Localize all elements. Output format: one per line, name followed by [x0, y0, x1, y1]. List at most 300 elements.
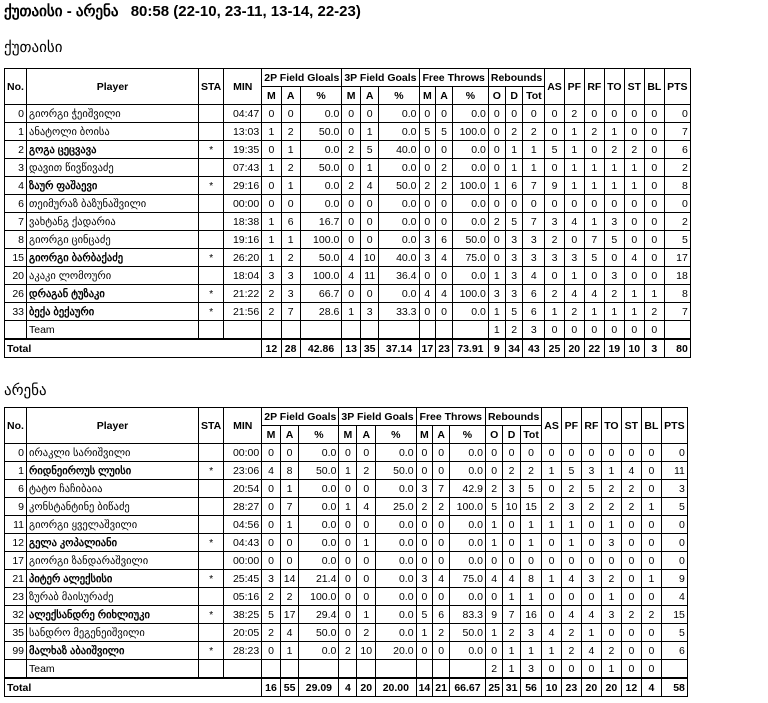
total-row	[5, 339, 691, 358]
stat-rf: 2	[581, 498, 601, 516]
stat-bl: 0	[644, 159, 664, 177]
col-header-st: ST	[624, 69, 644, 105]
stat-p2: 0.0	[300, 105, 342, 123]
minutes: 20:05	[224, 624, 262, 642]
stat-a2: 1	[281, 231, 300, 249]
stat-d: 0	[503, 534, 520, 552]
col-header-no: No.	[5, 69, 27, 105]
stat-m3: 0	[342, 195, 361, 213]
stat-a2: 1	[280, 516, 299, 534]
col-header-player: Player	[27, 69, 199, 105]
stat-bl: 0	[644, 231, 664, 249]
stat-o: 5	[485, 498, 502, 516]
player-row	[5, 588, 688, 606]
player-number: 26	[5, 285, 27, 303]
player-row	[5, 159, 691, 177]
stat-p2: 50.0	[300, 249, 342, 267]
stat-tot: 5	[520, 480, 542, 498]
starter-mark	[199, 267, 224, 285]
stat-as: 2	[545, 231, 565, 249]
starter-mark	[199, 516, 224, 534]
team-row-empty	[376, 660, 416, 679]
team-stat-bl: 0	[644, 321, 664, 340]
stat-a3: 0	[357, 552, 376, 570]
stat-pf_pct: 0.0	[449, 588, 485, 606]
stat-m2: 5	[262, 606, 281, 624]
stat-d: 1	[503, 642, 520, 660]
stat-o: 0	[488, 105, 505, 123]
stat-m2: 2	[262, 285, 281, 303]
stat-st: 0	[621, 642, 641, 660]
stat-st: 0	[621, 570, 641, 588]
player-name: სანდრო მეგენეიშვილი	[27, 624, 199, 642]
stat-o: 1	[488, 267, 505, 285]
stat-bl: 2	[644, 303, 664, 321]
stat-rf: 1	[581, 624, 601, 642]
stat-mf: 0	[416, 462, 433, 480]
stat-p2: 0.0	[299, 534, 339, 552]
stat-st: 0	[624, 213, 644, 231]
stat-as: 0	[545, 267, 565, 285]
stat-st: 0	[621, 624, 641, 642]
team-stat-tot: 3	[520, 660, 542, 679]
stat-d: 0	[503, 552, 520, 570]
stat-pf: 4	[561, 570, 581, 588]
stat-pf: 0	[561, 588, 581, 606]
minutes: 04:43	[224, 534, 262, 552]
stat-a2: 1	[281, 177, 300, 195]
minutes: 05:16	[224, 588, 262, 606]
stat-p3: 50.0	[376, 462, 416, 480]
player-number: 0	[5, 105, 27, 123]
stat-p3: 0.0	[376, 552, 416, 570]
team-row-empty	[262, 660, 281, 679]
stat-to: 0	[604, 249, 624, 267]
stat-m3: 0	[342, 159, 361, 177]
total-m3: 4	[339, 678, 357, 697]
stat-pf: 1	[561, 516, 581, 534]
starter-mark	[199, 231, 224, 249]
stat-o: 0	[488, 231, 505, 249]
starter-mark	[199, 105, 224, 123]
team-row-sta	[199, 660, 224, 679]
starter-mark: *	[199, 534, 224, 552]
team-stat-o: 1	[488, 321, 505, 340]
team-row-empty	[452, 321, 488, 340]
starter-mark: *	[199, 462, 224, 480]
stat-a3: 5	[360, 141, 379, 159]
team-row-empty	[342, 321, 361, 340]
team-stat-d: 2	[505, 321, 523, 340]
stat-a3: 3	[360, 303, 379, 321]
stat-af: 4	[436, 249, 453, 267]
player-name: ზაურ ფაშაევი	[27, 177, 199, 195]
col-header-reb: Rebounds	[488, 69, 544, 87]
stat-p3: 40.0	[379, 249, 419, 267]
minutes: 28:27	[224, 498, 262, 516]
player-number: 0	[5, 444, 27, 462]
stat-pts: 4	[661, 588, 687, 606]
total-p3: 37.14	[379, 339, 419, 358]
stat-pts: 0	[661, 516, 687, 534]
player-name: ანატოლი ბოისა	[27, 123, 199, 141]
stat-to: 3	[601, 534, 621, 552]
stat-rf: 1	[584, 213, 604, 231]
stat-bl: 0	[644, 123, 664, 141]
stat-to: 2	[601, 498, 621, 516]
stat-p3: 0.0	[376, 588, 416, 606]
player-row	[5, 498, 688, 516]
stat-as: 0	[542, 606, 562, 624]
stat-pf_pct: 50.0	[449, 624, 485, 642]
player-name: ტატო ჩაჩიბაია	[27, 480, 199, 498]
col-header-ft: Free Throws	[416, 408, 485, 426]
stat-d: 5	[505, 303, 523, 321]
total-a3: 35	[360, 339, 379, 358]
player-row	[5, 195, 691, 213]
stat-d: 0	[505, 195, 523, 213]
stat-bl: 0	[641, 642, 661, 660]
starter-mark	[199, 624, 224, 642]
stat-pf: 2	[561, 642, 581, 660]
team-row-empty	[379, 321, 419, 340]
final-score: 80:58	[130, 3, 170, 20]
player-number: 99	[5, 642, 27, 660]
stat-m2: 0	[262, 516, 281, 534]
minutes: 18:38	[224, 213, 262, 231]
col-header-pf: PF	[561, 408, 581, 444]
stat-p2: 50.0	[299, 624, 339, 642]
stat-pts: 0	[661, 444, 687, 462]
stat-p2: 100.0	[300, 267, 342, 285]
stat-af: 0	[433, 552, 450, 570]
stat-a3: 10	[357, 642, 376, 660]
minutes: 29:16	[224, 177, 262, 195]
player-row	[5, 552, 688, 570]
stat-mf: 0	[416, 444, 433, 462]
stat-af: 6	[436, 231, 453, 249]
minutes: 20:54	[224, 480, 262, 498]
stat-m2: 1	[262, 213, 281, 231]
team-row-empty	[280, 660, 299, 679]
col-header-pts: PTS	[661, 408, 687, 444]
stat-to: 5	[604, 231, 624, 249]
stat-to: 0	[601, 552, 621, 570]
stat-tot: 1	[520, 534, 542, 552]
col-subheader-m: M	[419, 87, 436, 105]
total-d: 31	[503, 678, 520, 697]
player-row	[5, 462, 688, 480]
stat-pf_pct: 0.0	[449, 462, 485, 480]
stat-pts: 6	[661, 642, 687, 660]
col-subheader-m: M	[262, 87, 281, 105]
stat-as: 1	[542, 642, 562, 660]
stat-st: 2	[621, 606, 641, 624]
stat-p2: 0.0	[300, 177, 342, 195]
player-number: 33	[5, 303, 27, 321]
stat-af: 0	[436, 303, 453, 321]
stat-m2: 1	[262, 249, 281, 267]
stat-a3: 0	[360, 105, 379, 123]
stat-st: 2	[621, 498, 641, 516]
stat-p3: 0.0	[376, 516, 416, 534]
stat-o: 2	[485, 480, 502, 498]
stat-pts: 5	[664, 231, 690, 249]
stat-rf: 5	[584, 249, 604, 267]
player-name: გიორგი ბარბაქაძე	[27, 249, 199, 267]
stat-mf: 5	[419, 123, 436, 141]
total-p3: 20.00	[376, 678, 416, 697]
stat-af: 4	[433, 570, 450, 588]
stat-m2: 0	[262, 480, 281, 498]
stat-tot: 1	[523, 159, 545, 177]
away-team-title: არენა	[75, 3, 119, 20]
minutes: 21:22	[224, 285, 262, 303]
stat-o: 1	[485, 624, 502, 642]
stat-a2: 0	[280, 444, 299, 462]
stat-p3: 40.0	[379, 141, 419, 159]
stat-m3: 1	[339, 462, 357, 480]
stat-af: 0	[436, 105, 453, 123]
stat-mf: 0	[416, 552, 433, 570]
stat-rf: 1	[584, 159, 604, 177]
stat-pf_pct: 0.0	[449, 444, 485, 462]
stat-pf_pct: 42.9	[449, 480, 485, 498]
stat-m2: 2	[262, 624, 281, 642]
stat-tot: 2	[523, 123, 545, 141]
stat-d: 5	[505, 213, 523, 231]
stat-as: 0	[542, 552, 562, 570]
starter-mark	[199, 498, 224, 516]
stat-af: 4	[436, 285, 453, 303]
stat-a2: 8	[280, 462, 299, 480]
player-number: 23	[5, 588, 27, 606]
stat-tot: 0	[523, 195, 545, 213]
stat-m3: 0	[342, 123, 361, 141]
player-number: 35	[5, 624, 27, 642]
total-pts: 58	[661, 678, 687, 697]
stat-mf: 0	[416, 588, 433, 606]
stat-d: 3	[505, 249, 523, 267]
minutes: 26:20	[224, 249, 262, 267]
player-name: ზურაბ მაისურაძე	[27, 588, 199, 606]
player-row	[5, 606, 688, 624]
total-a3: 20	[357, 678, 376, 697]
stat-st: 0	[624, 195, 644, 213]
stat-pts: 18	[664, 267, 690, 285]
stat-a2: 3	[281, 285, 300, 303]
team-row-label: Team	[27, 660, 199, 679]
stat-pf: 3	[561, 498, 581, 516]
player-number: 1	[5, 123, 27, 141]
player-name: გიორგი ცინცაძე	[27, 231, 199, 249]
stat-m2: 2	[262, 303, 281, 321]
stat-d: 10	[503, 498, 520, 516]
stat-as: 1	[542, 516, 562, 534]
stat-pf: 0	[564, 231, 584, 249]
stat-p2: 100.0	[300, 231, 342, 249]
stat-a2: 2	[281, 123, 300, 141]
stat-pf_pct: 83.3	[449, 606, 485, 624]
stat-m2: 1	[262, 231, 281, 249]
stat-mf: 3	[416, 480, 433, 498]
player-number: 7	[5, 213, 27, 231]
stat-mf: 3	[419, 249, 436, 267]
team-row-empty	[416, 660, 433, 679]
stat-as: 9	[545, 177, 565, 195]
col-header-no: No.	[5, 408, 27, 444]
stat-st: 0	[621, 534, 641, 552]
team-row-empty	[299, 660, 339, 679]
col-header-3p: 3P Field Goals	[342, 69, 419, 87]
box-score-table-home	[4, 68, 691, 358]
stat-bl: 0	[644, 213, 664, 231]
total-label: Total	[5, 678, 262, 697]
stat-o: 9	[485, 606, 502, 624]
col-header-sta: STA	[199, 69, 224, 105]
col-subheader-pct: %	[300, 87, 342, 105]
team-row-pts	[664, 321, 690, 340]
team-stat-st: 0	[624, 321, 644, 340]
stat-af: 0	[436, 141, 453, 159]
stat-pts: 11	[661, 462, 687, 480]
stat-p2: 0.0	[299, 444, 339, 462]
stat-d: 7	[503, 606, 520, 624]
stat-p3: 20.0	[376, 642, 416, 660]
stat-p3: 0.0	[376, 624, 416, 642]
player-row	[5, 534, 688, 552]
team-stat-as: 0	[545, 321, 565, 340]
player-name: ირაკლი სარიშვილი	[27, 444, 199, 462]
stat-af: 2	[436, 159, 453, 177]
col-header-to: TO	[604, 69, 624, 105]
stat-bl: 0	[641, 480, 661, 498]
stat-pf_pct: 0.0	[449, 642, 485, 660]
stat-af: 6	[433, 606, 450, 624]
stat-a2: 7	[280, 498, 299, 516]
stat-p3: 33.3	[379, 303, 419, 321]
stat-o: 0	[488, 123, 505, 141]
stat-af: 0	[433, 642, 450, 660]
player-name: დავით წივწივაძე	[27, 159, 199, 177]
player-name: ბექა ბექაური	[27, 303, 199, 321]
minutes: 04:56	[224, 516, 262, 534]
col-subheader-pct: %	[376, 426, 416, 444]
stat-tot: 16	[520, 606, 542, 624]
team-heading-0: ქუთაისი	[4, 39, 63, 56]
stat-pf: 4	[561, 606, 581, 624]
stat-mf: 3	[419, 231, 436, 249]
stat-o: 0	[485, 444, 502, 462]
col-header-pf: PF	[564, 69, 584, 105]
col-subheader-o: O	[488, 87, 505, 105]
stat-to: 1	[604, 177, 624, 195]
stat-o: 4	[485, 570, 502, 588]
player-name: რიდნეიროუს ლუისი	[27, 462, 199, 480]
stat-o: 1	[488, 177, 505, 195]
stat-mf: 0	[416, 534, 433, 552]
player-row	[5, 642, 688, 660]
team-row-empty	[300, 321, 342, 340]
team-row-empty	[433, 660, 450, 679]
stat-rf: 0	[584, 141, 604, 159]
stat-pf_pct: 0.0	[452, 195, 488, 213]
stat-rf: 4	[581, 606, 601, 624]
stat-d: 2	[503, 462, 520, 480]
col-subheader-a: A	[433, 426, 450, 444]
stat-af: 0	[433, 534, 450, 552]
stat-as: 1	[542, 570, 562, 588]
stat-tot: 15	[520, 498, 542, 516]
minutes: 38:25	[224, 606, 262, 624]
stat-to: 0	[604, 105, 624, 123]
player-name: დრაგან ტუზაკი	[27, 285, 199, 303]
stat-to: 2	[601, 642, 621, 660]
stat-p3: 0.0	[376, 570, 416, 588]
stat-bl: 0	[641, 462, 661, 480]
col-subheader-a: A	[281, 87, 300, 105]
stat-bl: 0	[641, 444, 661, 462]
stat-tot: 1	[520, 516, 542, 534]
stat-rf: 1	[584, 303, 604, 321]
stat-af: 2	[433, 624, 450, 642]
stat-pf_pct: 75.0	[452, 249, 488, 267]
stat-tot: 0	[520, 552, 542, 570]
stat-m3: 0	[342, 213, 361, 231]
stat-m2: 1	[262, 123, 281, 141]
starter-mark: *	[199, 249, 224, 267]
team-row-empty	[419, 321, 436, 340]
starter-mark: *	[199, 570, 224, 588]
player-name: გიორგი ჭეიშვილი	[27, 105, 199, 123]
stat-tot: 6	[523, 285, 545, 303]
stat-a2: 2	[280, 588, 299, 606]
col-header-st: ST	[621, 408, 641, 444]
player-number: 2	[5, 141, 27, 159]
team-row	[5, 321, 691, 340]
stat-m3: 0	[339, 588, 357, 606]
stat-m3: 0	[339, 606, 357, 624]
team-row-no	[5, 321, 27, 340]
stat-d: 4	[503, 570, 520, 588]
stat-m3: 1	[339, 498, 357, 516]
stat-o: 2	[488, 213, 505, 231]
total-row	[5, 678, 688, 697]
stat-rf: 1	[584, 177, 604, 195]
player-number: 17	[5, 552, 27, 570]
stat-af: 5	[436, 123, 453, 141]
starter-mark: *	[199, 606, 224, 624]
col-header-as: AS	[545, 69, 565, 105]
stat-m3: 0	[339, 552, 357, 570]
starter-mark: *	[199, 285, 224, 303]
stat-bl: 2	[641, 606, 661, 624]
total-af: 23	[436, 339, 453, 358]
player-row	[5, 213, 691, 231]
stat-to: 2	[604, 141, 624, 159]
starter-mark	[199, 195, 224, 213]
col-subheader-o: O	[485, 426, 502, 444]
stat-o: 1	[485, 534, 502, 552]
stat-o: 1	[488, 303, 505, 321]
stat-rf: 4	[581, 642, 601, 660]
total-af: 21	[433, 678, 450, 697]
starter-mark	[199, 444, 224, 462]
box-score-table-away	[4, 407, 688, 697]
stat-pf: 2	[564, 105, 584, 123]
stat-pf: 1	[564, 267, 584, 285]
stat-bl: 0	[644, 141, 664, 159]
